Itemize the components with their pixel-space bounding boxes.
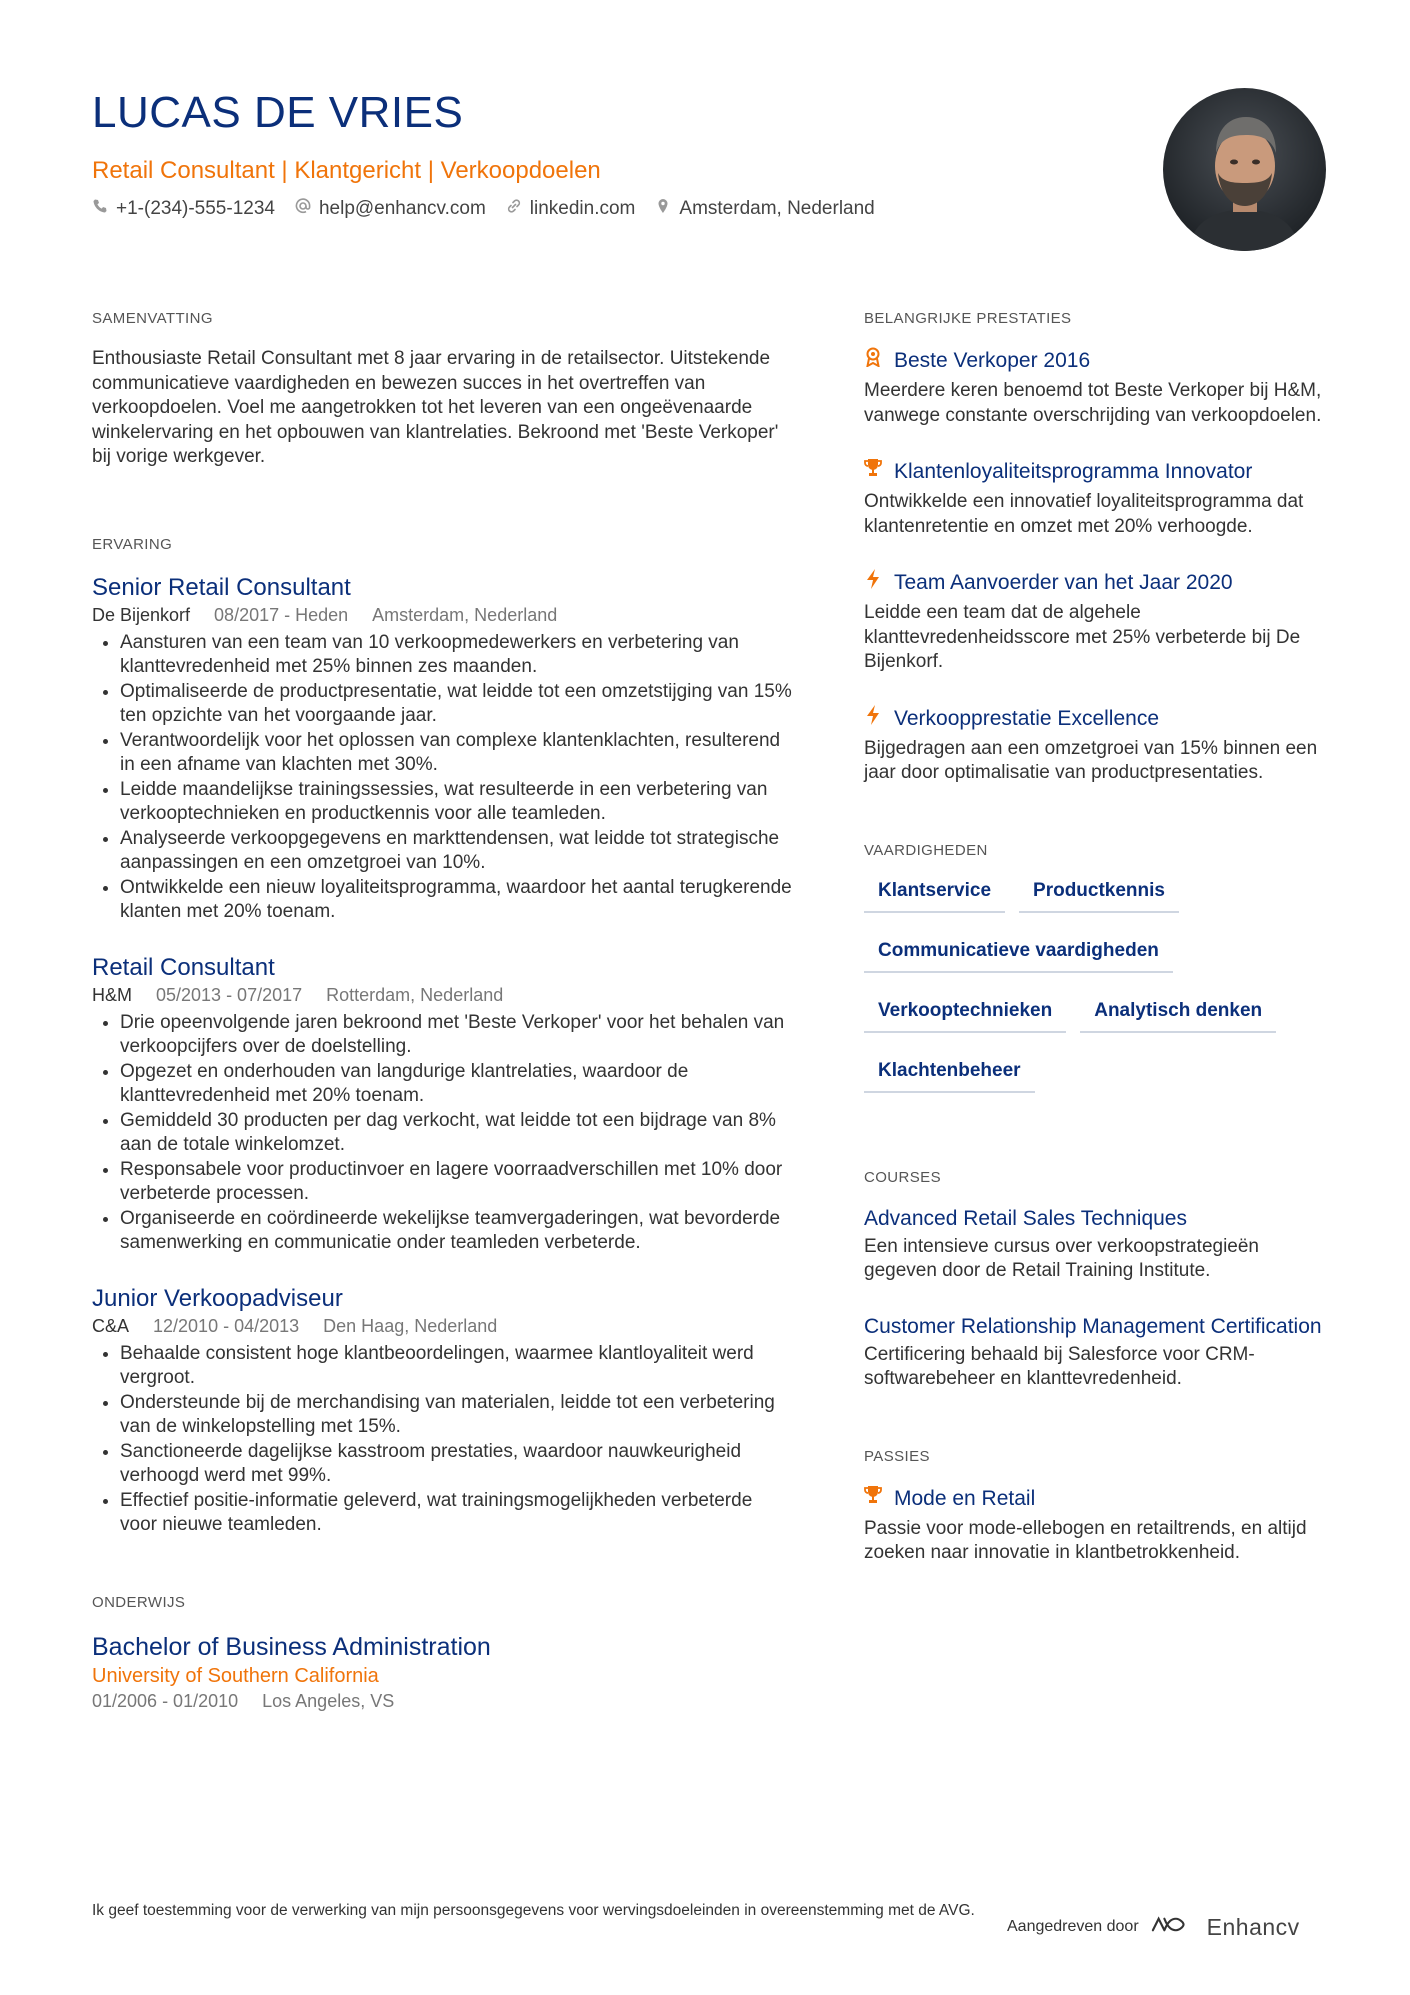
skills-section (864, 842, 1324, 1093)
education-degree: Bachelor of Business Administration (92, 1632, 491, 1661)
job-entry (92, 573, 792, 925)
education-location: Los Angeles, VS (262, 1690, 395, 1711)
achievement-item (864, 347, 1324, 428)
passion-title: Mode en Retail (894, 1486, 1036, 1510)
job-dates: 05/2013 - 07/2017 (156, 984, 303, 1005)
achievements-section (864, 310, 1324, 786)
contact-email (295, 196, 486, 222)
contact-linkedin-text[interactable]: linkedin.com (529, 198, 636, 219)
link-icon (506, 196, 522, 222)
job-company: H&M (92, 984, 132, 1005)
job-meta (92, 603, 792, 627)
contact-location (655, 196, 874, 222)
powered-by-label: Aangedreven door (1007, 1918, 1139, 1935)
skill-tag: Klachtenbeheer (864, 1059, 1035, 1093)
contact-phone (92, 196, 275, 222)
job-bullet: • Gemiddeld 30 producten per dag verkocht, wat leidde tot een bijdrage van 8% aan de totale winkelomzet. (120, 1109, 792, 1158)
summary-text: Enthousiaste Retail Consultant met 8 jaar ervaring in de retailsector. Uitstekende communicatieve vaardigheden en bewezen succes in het overtreffen van verkoopdoelen. Voel me aangetrokken tot het leveren van een ongeëvenaarde winkelervaring en het opbouwen van klantrelaties. Bekroond met 'Beste Verkoper' bij vorige werkgever. (92, 348, 779, 467)
education-school: University of Southern California (92, 1664, 379, 1687)
job-location: Amsterdam, Nederland (372, 604, 558, 625)
job-bullet: • Opgezet en onderhouden van langdurige klantrelaties, waardoor de klanttevredenheid met 20% toenam. (120, 1060, 792, 1109)
job-bullet: • Responsabele voor productinvoer en lagere voorraadverschillen met 10% door verbeterde processen. (120, 1158, 792, 1207)
job-bullet: • Optimaliseerde de productpresentatie, wat leidde tot een omzetstijging van 15% ten opzichte van het voorgaande jaar. (120, 680, 792, 729)
job-location: Den Haag, Nederland (323, 1315, 498, 1336)
award-ribbon-icon (864, 347, 882, 375)
contact-email-text[interactable]: help@enhancv.com (318, 198, 486, 219)
job-bullet: • Drie opeenvolgende jaren bekroond met 'Beste Verkoper' voor het behalen van verkoopcijfers over de doelstelling. (120, 1011, 792, 1060)
job-title: Junior Verkoopadviseur (92, 1284, 343, 1312)
job-dates: 08/2017 - Heden (214, 604, 349, 625)
course-title: Customer Relationship Management Certification (864, 1314, 1322, 1338)
course-description: Certificering behaald bij Salesforce voor CRM-softwarebeheer en klanttevredenheid. (864, 1343, 1255, 1389)
education-meta (92, 1689, 792, 1713)
skill-tag: Verkooptechnieken (864, 999, 1066, 1033)
skill-tag: Analytisch denken (1080, 999, 1276, 1033)
experience-section (92, 536, 792, 1538)
achievement-title: Team Aanvoerder van het Jaar 2020 (894, 571, 1233, 594)
passion-item (864, 1485, 1324, 1566)
skill-tag: Klantservice (864, 879, 1005, 913)
job-entry (92, 953, 792, 1256)
job-bullet: • Effectief positie-informatie geleverd, wat trainingsmogelijkheden verbeterde voor nieuwe teamleden. (120, 1489, 792, 1538)
achievement-item (864, 705, 1324, 786)
achievement-title: Verkoopprestatie Excellence (894, 706, 1159, 730)
courses-section (864, 1169, 1324, 1392)
job-bullet: • Ondersteunde bij de merchandising van materialen, leidde tot een verbetering van de winkelopstelling met 15%. (120, 1391, 792, 1440)
job-company: C&A (92, 1315, 130, 1336)
job-dates: 12/2010 - 04/2013 (153, 1315, 300, 1336)
job-bullet: • Verantwoordelijk voor het oplossen van complexe klantenklachten, resulterend in een afname van klachten met 30%. (120, 729, 792, 778)
achievement-description: Bijgedragen aan een omzetgroei van 15% binnen een jaar door optimalisatie van productpresentaties. (864, 737, 1318, 783)
at-icon (295, 196, 311, 222)
skills-heading: VAARDIGHEDEN (864, 841, 988, 859)
contact-location-text: Amsterdam, Nederland (679, 198, 875, 219)
enhancv-brand[interactable]: Enhancv (1206, 1913, 1300, 1940)
course-description: Een intensieve cursus over verkoopstrategieën gegeven door de Retail Training Institute. (864, 1235, 1260, 1281)
candidate-name: LUCAS DE VRIES (92, 88, 464, 137)
contact-phone-text[interactable]: +1-(234)-555-1234 (116, 198, 275, 219)
skill-tag: Productkennis (1019, 879, 1179, 913)
phone-icon (92, 196, 108, 222)
right-column (864, 310, 1324, 1596)
course-item (864, 1206, 1324, 1284)
job-location: Rotterdam, Nederland (326, 984, 504, 1005)
lightning-icon (864, 569, 882, 597)
achievement-description: Leidde een team dat de algehele klanttevredenheidsscore met 25% verbeterde bij De Bijenkorf. (864, 602, 1301, 672)
summary-section (92, 310, 792, 470)
education-dates: 01/2006 - 01/2010 (92, 1690, 239, 1711)
achievement-item (864, 569, 1324, 675)
education-section (92, 1594, 792, 1713)
achievement-title: Klantenloyaliteitsprogramma Innovator (894, 460, 1253, 483)
job-entry (92, 1284, 792, 1538)
passion-description: Passie voor mode-ellebogen en retailtrends, en altijd zoeken naar innovatie in klantbetrokkenheid. (864, 1517, 1307, 1563)
courses-heading: COURSES (864, 1168, 941, 1186)
job-bullets (92, 1011, 792, 1256)
passions-heading: PASSIES (864, 1447, 930, 1465)
contact-linkedin (506, 196, 636, 222)
job-meta (92, 1314, 792, 1338)
consent-statement: Ik geef toestemming voor de verwerking van mijn persoonsgegevens voor wervingsdoeleinden in overeenstemming met de AVG. (92, 1902, 975, 1919)
location-icon (655, 196, 671, 222)
resume-header (92, 88, 1152, 222)
achievement-title: Beste Verkoper 2016 (894, 349, 1091, 372)
candidate-headline: Retail Consultant | Klantgericht | Verkoopdoelen (92, 157, 601, 184)
achievement-description: Ontwikkelde een innovatief loyaliteitsprogramma dat klantenretentie en omzet met 20% verhoogde. (864, 491, 1304, 537)
job-bullet: • Analyseerde verkoopgegevens en markttendensen, wat leidde tot strategische aanpassingen en een omzetgroei van 10%. (120, 827, 792, 876)
contact-bar (92, 196, 1152, 222)
achievement-item (864, 458, 1324, 539)
job-meta (92, 983, 792, 1007)
summary-heading: SAMENVATTING (92, 310, 213, 327)
job-bullets (92, 1342, 792, 1538)
skills-list (864, 879, 1324, 1093)
achievements-heading: BELANGRIJKE PRESTATIES (864, 310, 1072, 327)
job-title: Senior Retail Consultant (92, 573, 351, 601)
job-bullets (92, 631, 792, 925)
trophy-icon (864, 458, 882, 486)
achievement-description: Meerdere keren benoemd tot Beste Verkoper bij H&M, vanwege constante overschrijding van verkoopdoelen. (864, 380, 1322, 426)
experience-heading: ERVARING (92, 535, 173, 553)
job-bullet: • Ontwikkelde een nieuw loyaliteitsprogramma, waardoor het aantal terugkerende klanten met 20% toenam. (120, 876, 792, 925)
lightning-icon (864, 705, 882, 733)
course-title: Advanced Retail Sales Techniques (864, 1206, 1187, 1230)
course-item (864, 1314, 1324, 1392)
job-title: Retail Consultant (92, 953, 275, 981)
job-bullet: • Organiseerde en coördineerde wekelijkse teamvergaderingen, wat bevorderde samenwerking en communicatie onder teamleden verbeterde. (120, 1207, 792, 1256)
skill-tag: Communicatieve vaardigheden (864, 939, 1173, 973)
trophy-icon (864, 1485, 882, 1513)
job-bullet: • Behaalde consistent hoge klantbeoordelingen, waarmee klantloyaliteit werd vergroot. (120, 1342, 792, 1391)
enhancv-logo-icon (1149, 1913, 1197, 1941)
job-bullet: • Leidde maandelijkse trainingssessies, wat resulteerde in een verbetering van verkooptechnieken en productkennis voor alle teamleden. (120, 778, 792, 827)
powered-by (1007, 1913, 1300, 1941)
job-company: De Bijenkorf (92, 604, 191, 625)
job-bullet: • Sanctioneerde dagelijkse kasstroom prestaties, waardoor nauwkeurigheid verhoogd werd met 99%. (120, 1440, 792, 1489)
job-bullet: • Aansturen van een team van 10 verkoopmedewerkers en verbetering van klanttevredenheid met 25% binnen zes maanden. (120, 631, 792, 680)
left-column (92, 310, 792, 1713)
passions-section (864, 1448, 1324, 1566)
avatar (1163, 88, 1326, 251)
education-heading: ONDERWIJS (92, 1593, 186, 1611)
